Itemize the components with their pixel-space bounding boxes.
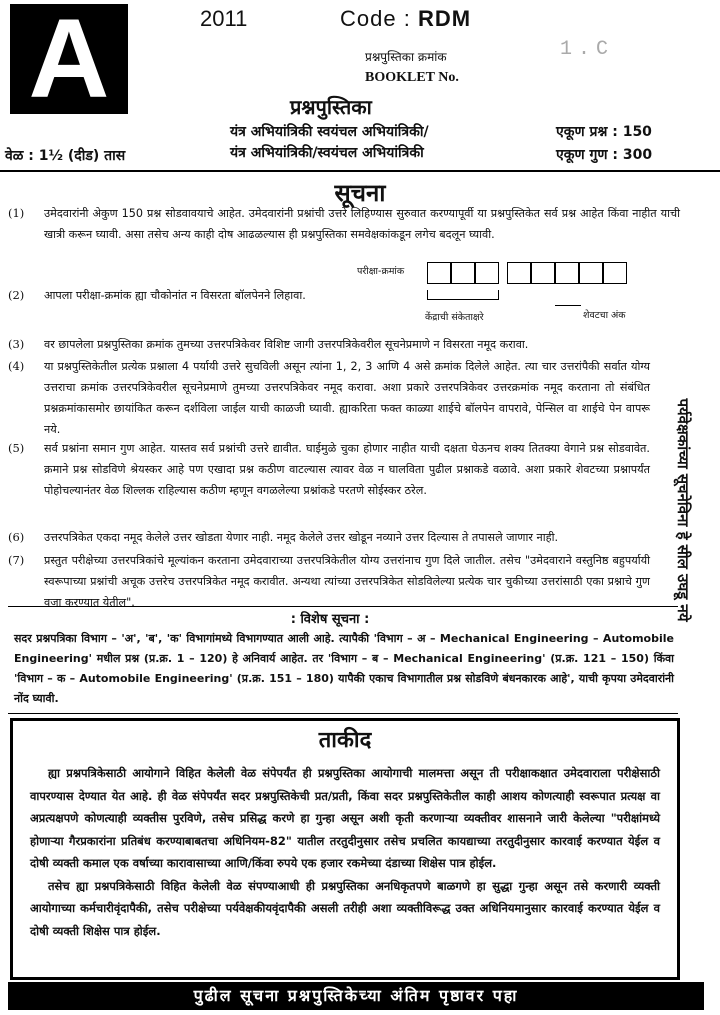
- warning-text: [30, 762, 660, 942]
- booklet-title: प्रश्नपुस्तिका: [290, 95, 372, 119]
- digit-cell[interactable]: [507, 262, 531, 284]
- paper-code: [340, 6, 471, 32]
- instruction-item-7: प्रस्तुत परीक्षेच्या उत्तरपत्रिकांचे मूल्यांकन करताना उमेदवाराच्या उत्तरपत्रिकेतील योग्य उत्तरांनाच गुण दिले जातील. तसेच "उमेदवाराने वस्तुनिष्ठ बहुपर्यायी स्वरूपाच्या प्रश्नांची अचूक उत्तरेच उत्तरपत्रिकेत नमूद करावीत. अन्यथा त्यांच्या उत्तरपत्रिकेत सोडविलेल्या प्रत्येक चार चुकीच्या उत्तरांसाठी एका प्रश्नाचे गुण वजा करण्यात येतील".: [44, 554, 650, 609]
- booklet-label-english: BOOKLET No.: [365, 70, 459, 85]
- footer-banner: पुढील सूचना प्रश्नपुस्तिकेच्या अंतिम पृष्ठावर पहा: [8, 982, 704, 1010]
- booklet-number: 1.C: [560, 38, 615, 61]
- digit-cell[interactable]: [475, 262, 499, 284]
- booklet-label-marathi: प्रश्नपुस्तिका क्रमांक: [365, 50, 447, 64]
- seal-warning-vertical: पर्यवेक्षकांच्या सूचनेविना हे सील उघडू नये: [674, 398, 692, 622]
- warning-paragraph-1: ह्या प्रश्नपत्रिकेसाठी आयोगाने विहित केलेली वेळ संपेपर्यंत ही प्रश्नपुस्तिका आयोगाची मालमत्ता असून ती परीक्षाकक्षात उमेदवाराला परीक्षेसाठी वापरण्यास देण्यात येत आहे. ही वेळ संपेपर्यंत सदर प्रश्नपुस्तिकेची प्रत/प्रती, किंवा सदर प्रश्नपुस्तिकेतील काही आशय कोणत्याही स्वरूपात प्रत्यक्ष वा अप्रत्यक्षपणे कोणत्याही व्यक्तीस पुरविणे, तसेच प्रसिद्ध करणे हा गुन्हा असून अशी कृती करणाऱ्या व्यक्तीवर शासनाने जारी केलेल्या "परीक्षांमध्ये होणाऱ्या गैरप्रकारांना प्रतिबंध करण्याबाबतचा अधिनियम-82" यातील तरतुदीनुसार तसेच प्रचलित कायद्याच्या तरतुदीनुसार कारवाई करण्यात येईल व दोषी व्यक्ती कमाल एक वर्षाच्या कारावासाच्या आणि/किंवा रुपये एक हजार रकमेच्या दंडाच्या शिक्षेस पात्र होईल.: [30, 766, 660, 870]
- instruction-item-1: उमेदवारांनी अेकुण 150 प्रश्न सोडवावयाचे आहेत. उमेदवारांनी प्रश्नांची उत्तरे लिहिण्यास सुरुवात करण्यापूर्वी या प्रश्नपुस्तिकेत सर्व प्रश्न आहेत किंवा नाहीत याची खात्री करून घ्यावी. असा तसेच अन्य काही दोष आढळल्यास ही प्रश्नपुस्तिका समवेक्षकांकडून लगेच बदलून घ्यावी.: [44, 207, 680, 241]
- header-divider: [0, 170, 720, 172]
- last-digit-note: शेवटचा अंक: [583, 310, 626, 321]
- instruction-item-5: सर्व प्रश्नांना समान गुण आहेत. यास्तव सर्व प्रश्नांची उत्तरे द्यावीत. घाईमुळे चुका होणार नाहीत याची दक्षता घेऊनच शक्य तितक्या वेगाने प्रश्न सोडवावेत. क्रमाने प्रश्न सोडविणे श्रेयस्कर आहे पण एखादा प्रश्न कठीण वाटल्यास त्यावर वेळ न घालविता पुढील प्रश्नाकडे वळावे. अशा प्रकारे शेवटच्या प्रश्नापर्यंत पोहोचल्यानंतर वेळ शिल्लक राहिल्यास कठीण म्हणून वगळलेल्या प्रश्नांकडे परतणे सोईस्कर ठरेल.: [44, 442, 650, 497]
- instruction-item-2: आपला परीक्षा-क्रमांक ह्या चौकोनांत न विसरता बॉलपेनने लिहावा.: [44, 289, 306, 302]
- warning-paragraph-2: तसेच ह्या प्रश्नपत्रिकेसाठी विहित केलेली वेळ संपण्याआधी ही प्रश्नपुस्तिका अनधिकृतपणे बाळगणे हा सुद्धा गुन्हा असून तसे करणारी व्यक्ती आयोगाच्या कर्मचारीवृंदापैकी, तसेच परीक्षेच्या पर्यवेक्षकीयवृंदापैकी असली तरीही अशा व्यक्तीविरूद्ध उक्त अधिनियमानुसार कारवाई करण्यात येईल व दोषी व्यक्ती शिक्षेस पात्र होईल.: [30, 878, 660, 938]
- item-number: (7): [8, 553, 25, 567]
- item-number: (3): [8, 337, 25, 351]
- center-code-note: केंद्राची संकेताक्षरे: [425, 312, 484, 323]
- exam-duration: वेळ : 1½ (दीड) तास: [5, 148, 126, 164]
- item-number: (5): [8, 441, 25, 455]
- exam-number-box: [355, 258, 650, 326]
- subject-line-2: यंत्र अभियांत्रिकी/स्वयंचल अभियांत्रिकी: [230, 145, 424, 161]
- exam-number-label: परीक्षा-क्रमांक: [357, 266, 405, 277]
- digit-cell[interactable]: [603, 262, 627, 284]
- set-letter-box: A: [10, 4, 128, 114]
- instruction-item-4: या प्रश्नपुस्तिकेतील प्रत्येक प्रश्नाला 4 पर्यायी उत्तरे सुचविली असून त्यांना 1, 2, 3 आणि 4 असे क्रमांक दिलेले आहेत. त्या चार उत्तरांपैकी सर्वात योग्य उत्तराचा क्रमांक उत्तरपत्रिकेवरील सूचनेप्रमाणे तुमच्या उत्तरपत्रिकेवर नमूद करावा. अशा प्रकारे उत्तरपत्रिकेवर उत्तरक्रमांक नमूद करताना तो संबंधित प्रश्नक्रमांकासमोर छायांकित करून दर्शविला जाईल याची काळजी घ्यावी. ह्याकरिता फक्त काळ्या शाईचे बॉलपेन वापरावे, पेन्सिल वा शाईचे पेन वापरू नये.: [44, 360, 650, 436]
- digit-cell[interactable]: [579, 262, 603, 284]
- special-instructions-title: : विशेष सूचना :: [290, 612, 370, 627]
- item-number: (4): [8, 359, 25, 373]
- special-instructions-text: सदर प्रश्नपत्रिका विभाग – 'अ', 'ब', 'क' विभागांमध्ये विभागण्यात आली आहे. त्यापैकी 'विभाग – अ – Mechanical Engineering – Automobile Engineering' मधील प्रश्न (प्र.क्र. 1 – 120) हे अनिवार्य आहेत. तर 'विभाग – ब – Mechanical Engineering' (प्र.क्र. 121 – 150) किंवा 'विभाग – क – Automobile Engineering' (प्र.क्र. 151 – 180) यापैकी एकाच विभागातील प्रश्न सोडविणे बंधनकारक आहे', याची कृपया उमेदवारांनी नोंद घ्यावी.: [14, 632, 674, 705]
- exam-year: 2011: [200, 6, 248, 31]
- code-value: RDM: [417, 6, 472, 31]
- item-number: (6): [8, 530, 25, 544]
- digit-cell[interactable]: [427, 262, 451, 284]
- digit-cell[interactable]: [451, 262, 475, 284]
- instructions-heading: सूचना: [334, 179, 386, 207]
- item-number: (2): [8, 288, 25, 302]
- instruction-item-6: उत्तरपत्रिकेत एकदा नमूद केलेले उत्तर खोडता येणार नाही. नमूद केलेले उत्तर खोडून नव्याने उत्तर दिल्यास ते तपासले जाणार नाही.: [44, 531, 559, 544]
- item-number: (1): [8, 206, 25, 220]
- total-questions: एकूण प्रश्न : 150: [556, 124, 652, 140]
- total-marks: एकूण गुण : 300: [556, 147, 653, 163]
- warning-title: ताकीद: [318, 728, 372, 753]
- instruction-item-3: वर छापलेला प्रश्नपुस्तिका क्रमांक तुमच्या उत्तरपत्रिकेवर विशिष्ट जागी उत्तरपत्रिकेवरील सूचनेप्रमाणे न विसरता नमूद करावा.: [44, 338, 529, 351]
- arrow-line: [555, 305, 581, 306]
- code-label: Code :: [340, 6, 418, 31]
- digit-cell[interactable]: [531, 262, 555, 284]
- center-code-bracket: [427, 290, 499, 300]
- subject-line-1: यंत्र अभियांत्रिकी स्वयंचल अभियांत्रिकी/: [230, 124, 429, 140]
- digit-cell[interactable]: [555, 262, 579, 284]
